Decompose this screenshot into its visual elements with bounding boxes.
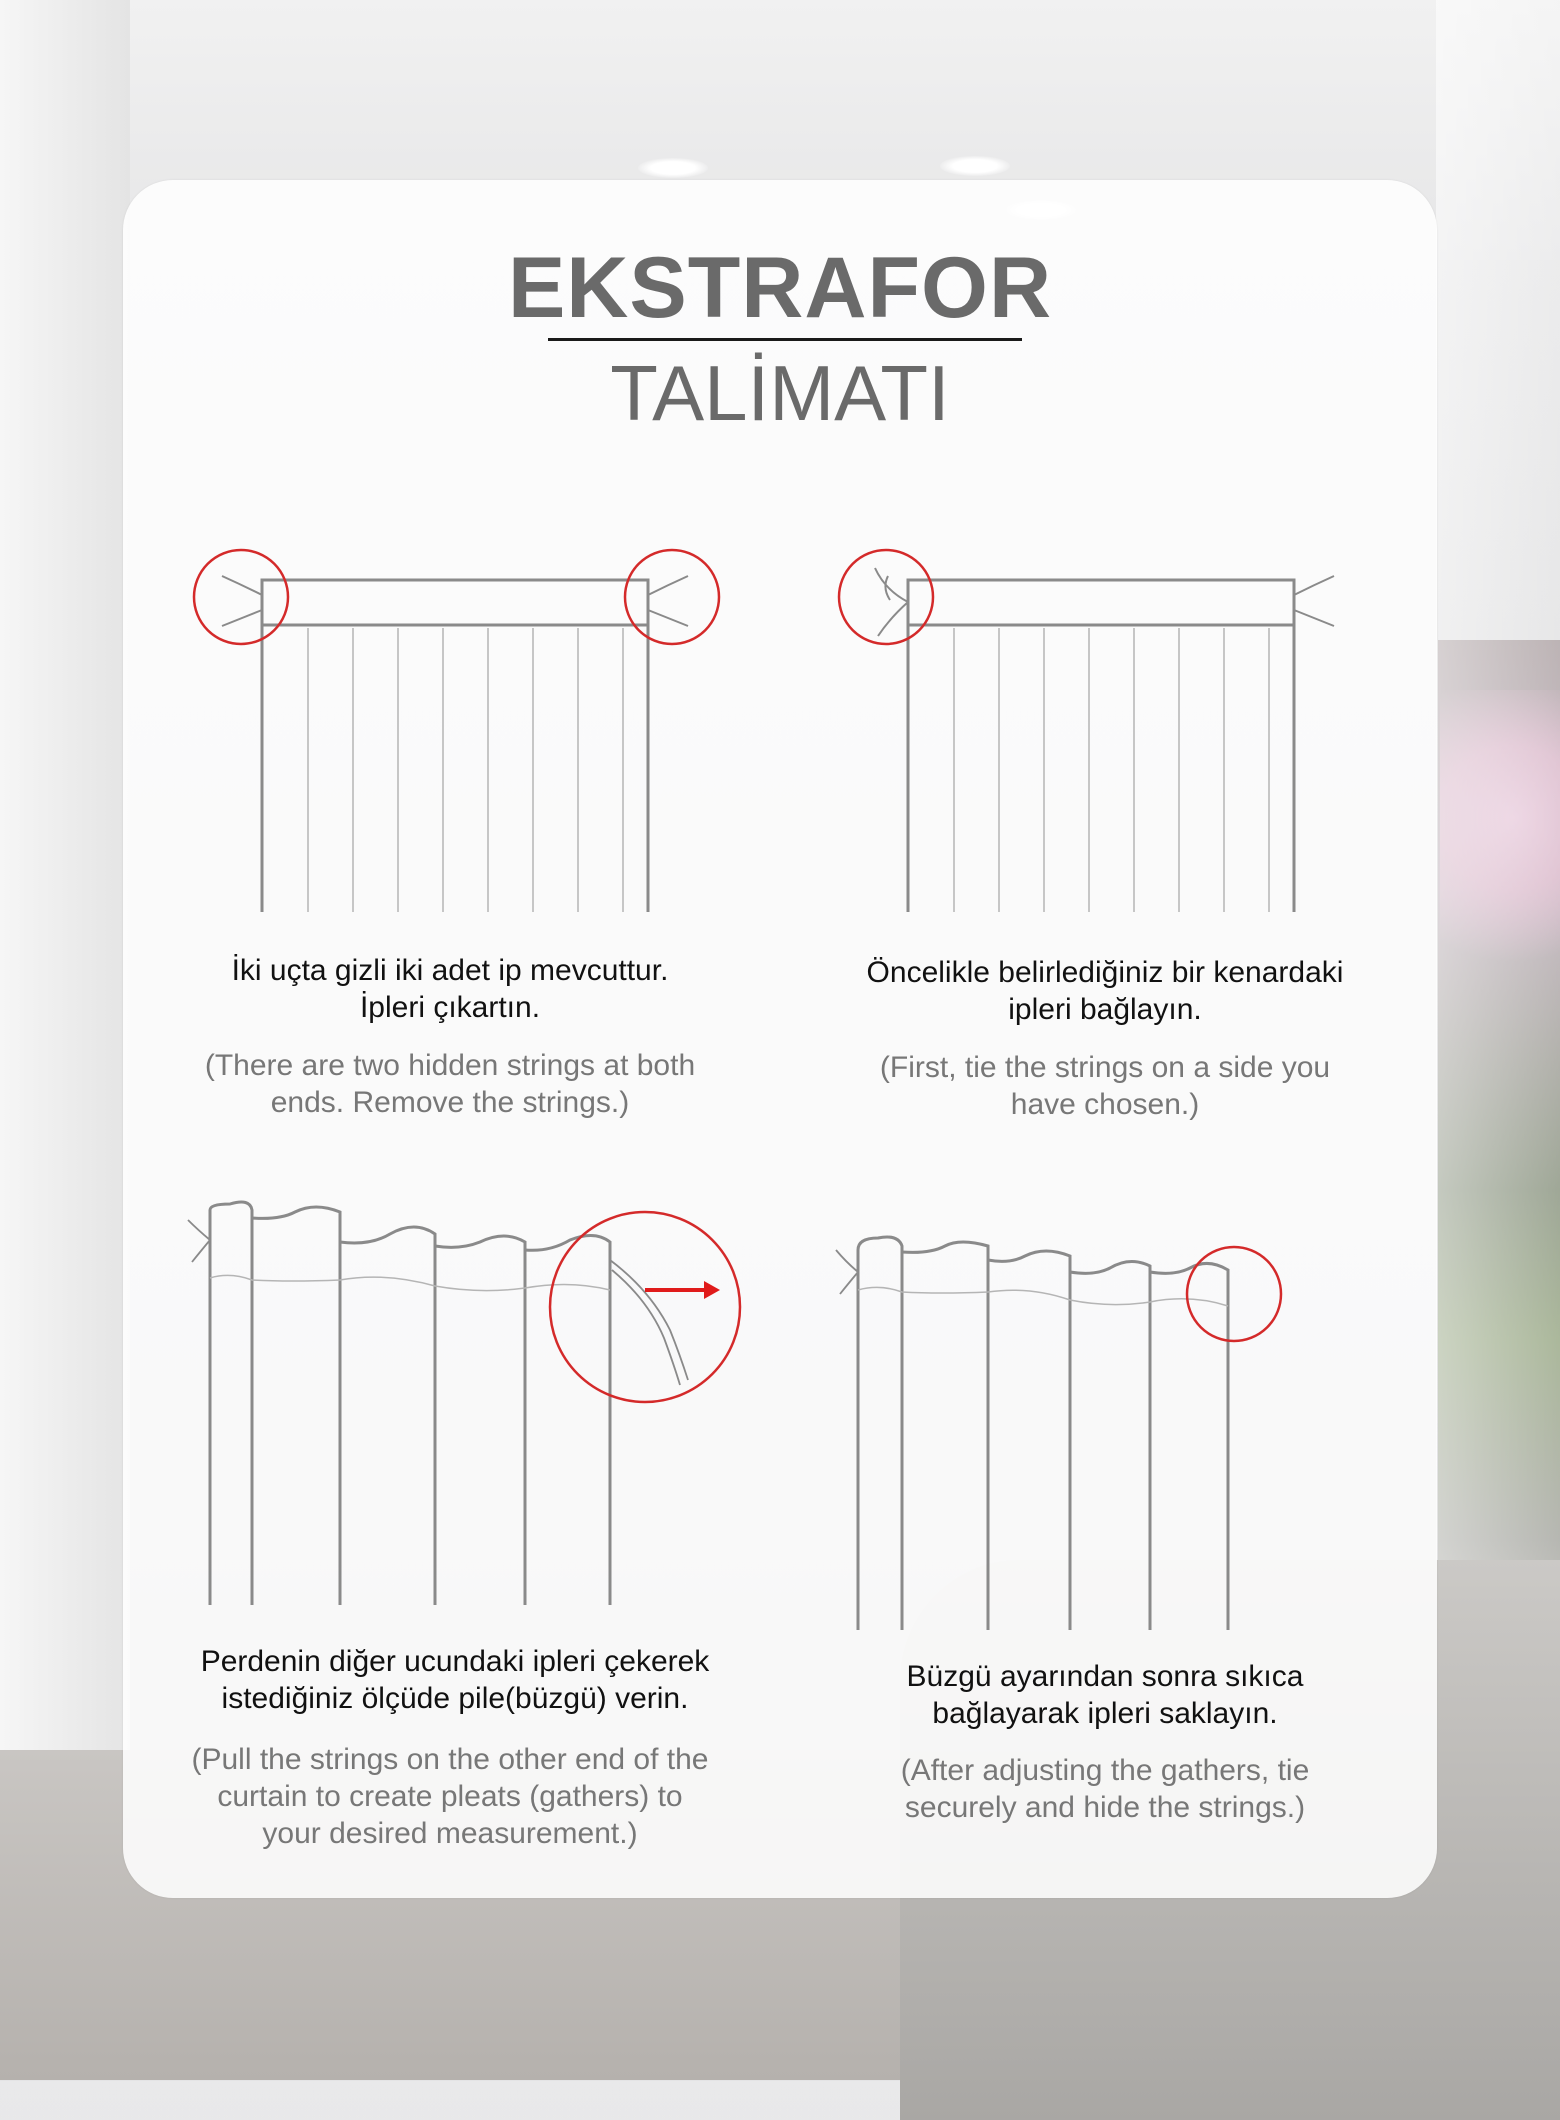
step1-text-tr: İki uçta gizli iki adet ip mevcuttur. İpleri çıkartın.: [231, 954, 669, 1024]
page-subtitle: TALİMATI: [610, 349, 950, 437]
step1-text-en: (There are two hidden strings at both ends. Remove the strings.): [204, 1049, 696, 1119]
ceiling-light: [638, 158, 708, 178]
step3-text-tr: Perdenin diğer ucundaki ipleri çekerek istediğiniz ölçüde pile(büzgü) verin.: [200, 1645, 710, 1715]
step3-diagram: [180, 1190, 770, 1610]
step2-text-en: (First, tie the strings on a side you have chosen.): [879, 1051, 1331, 1121]
step4-text-tr: Büzgü ayarından sonra sıkıca bağlayarak ipleri saklayın.: [906, 1660, 1304, 1730]
title-divider: [548, 338, 1022, 341]
step3-text-en: (Pull the strings on the other end of the curtain to create pleats (gathers) to your desired measurement.): [191, 1743, 709, 1850]
step4-diagram: [830, 1220, 1370, 1640]
step1-diagram: [180, 540, 740, 920]
page-title: EKSTRAFOR: [507, 240, 1053, 336]
step2-diagram: [830, 540, 1390, 920]
ceiling-light: [940, 156, 1010, 176]
step2-text-tr: Öncelikle belirlediğiniz bir kenardaki ipleri bağlayın.: [866, 956, 1344, 1026]
step4-text-en: (After adjusting the gathers, tie securely and hide the strings.): [900, 1754, 1310, 1824]
